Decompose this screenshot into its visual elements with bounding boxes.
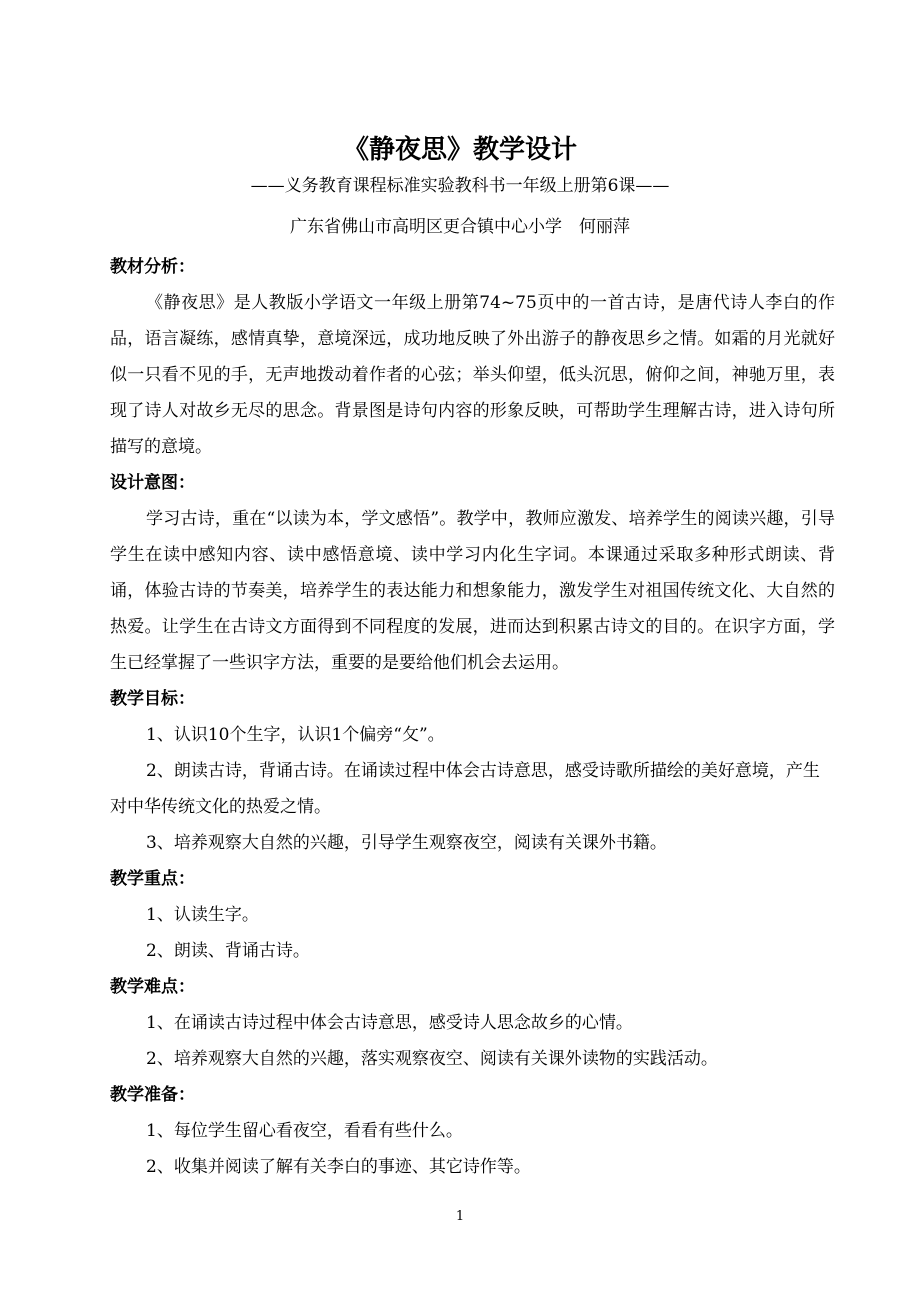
section-intent	[110, 465, 835, 681]
difficulty-item-1: 1、在诵读古诗过程中体会古诗意思，感受诗人思念故乡的心情。	[146, 1013, 633, 1033]
preparation-item-2: 2、收集并阅读了解有关李白的事迹、其它诗作等。	[146, 1157, 531, 1177]
document-body	[110, 249, 835, 1185]
intent-paragraph: 学习古诗，重在“以读为本，学文感悟”。教学中，教师应激发、培养学生的阅读兴趣，引导学生在读中感知内容、读中感悟意境、读中学习内化生字词。本课通过采取多种形式朗读、背诵，体验古诗的节奏美，培养学生的表达能力和想象能力，激发学生对祖国传统文化、大自然的热爱。让学生在古诗文方面得到不同程度的发展，进而达到积累古诗文的目的。在识字方面，学生已经掌握了一些识字方法，重要的是要给他们机会去运用。	[110, 509, 835, 673]
preparation-item-1: 1、每位学生留心看夜空，看看有些什么。	[146, 1121, 463, 1141]
difficulty-item-2: 2、培养观察大自然的兴趣，落实观察夜空、阅读有关课外读物的实践活动。	[146, 1049, 718, 1069]
section-heading-difficulties: 教学难点：	[110, 977, 195, 997]
section-difficulties	[110, 969, 835, 1077]
key-point-item-2: 2、朗读、背诵古诗。	[146, 941, 310, 961]
key-point-item-1: 1、认读生字。	[146, 905, 259, 925]
section-goals	[110, 681, 835, 861]
page-number: 1	[455, 1209, 465, 1224]
document-author: 广东省佛山市高明区更合镇中心小学 何丽萍	[290, 217, 630, 237]
goal-item-2: 2、朗读古诗，背诵古诗。在诵读过程中体会古诗意思，感受诗歌所描绘的美好意境，产生对中华传统文化的热爱之情。	[110, 761, 820, 817]
section-heading-preparation: 教学准备：	[110, 1085, 195, 1105]
section-heading-analysis: 教材分析：	[110, 257, 195, 277]
section-preparation	[110, 1077, 835, 1185]
goal-item-1: 1、认识10个生字，认识1个偏旁“攵”。	[146, 725, 445, 745]
section-heading-intent: 设计意图：	[110, 473, 195, 493]
goal-item-3: 3、培养观察大自然的兴趣，引导学生观察夜空，阅读有关课外书籍。	[146, 833, 667, 853]
section-key-points	[110, 861, 835, 969]
document-subtitle: ——义务教育课程标准实验教科书一年级上册第6课——	[250, 176, 670, 196]
section-analysis	[110, 249, 835, 465]
document-title: 《静夜思》教学设计	[342, 135, 577, 165]
section-heading-goals: 教学目标：	[110, 689, 195, 709]
section-heading-key-points: 教学重点：	[110, 869, 195, 889]
analysis-paragraph: 《静夜思》是人教版小学语文一年级上册第74~75页中的一首古诗，是唐代诗人李白的作品，语言凝练，感情真挚，意境深远，成功地反映了外出游子的静夜思乡之情。如霜的月光就好似一只看不见的手，无声地拨动着作者的心弦；举头仰望，低头沉思，俯仰之间，神驰万里，表现了诗人对故乡无尽的思念。背景图是诗句内容的形象反映，可帮助学生理解古诗，进入诗句所描写的意境。	[110, 293, 835, 457]
